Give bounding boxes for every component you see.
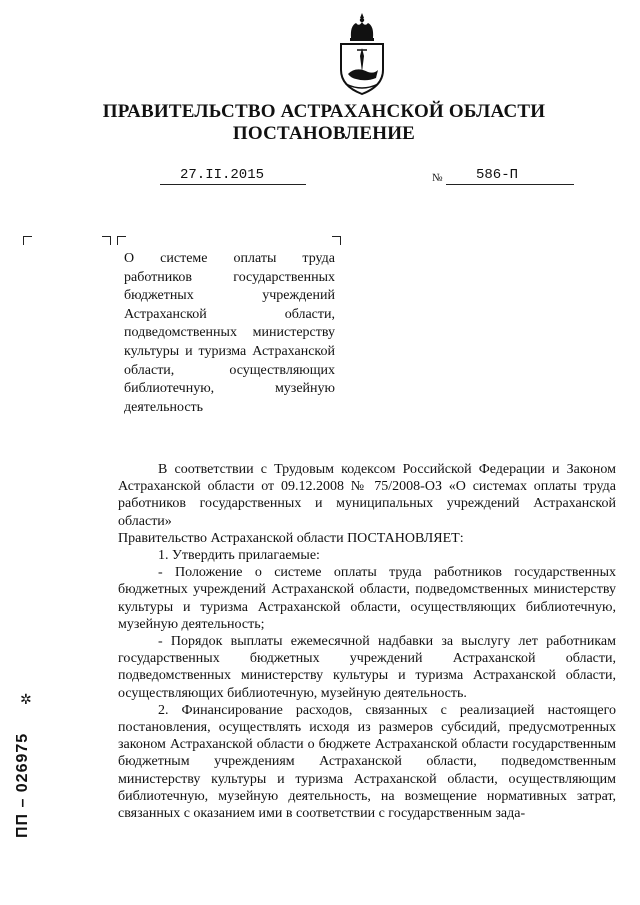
corner-mark-right-open [117, 236, 126, 245]
asterisk-mark-icon: ✲ [20, 693, 32, 708]
item-1: 1. Утвердить прилагаемые: [158, 548, 320, 564]
document-date: 27.II.2015 [180, 167, 265, 183]
coat-of-arms-emblem [338, 12, 386, 96]
date-underline [160, 184, 306, 185]
preamble-paragraph: В соответствии с Трудовым кодексом Российской Федерации и Законом Астраханской области от 09.12.2008 № 75/2008-ОЗ «О системах оплаты труда работников государственных и муниципальных учреждений Астраханской области» [118, 462, 616, 529]
item-2: 2. Финансирование расходов, связанных с реализацией настоящего постановления, осуществлять исходя из размеров субсидий, предусмотренных законом Астраханской области о бюджете Астраханской области государственным бюджетным учреждениям Астраханской области, подведомственным министерству культуры и туризма Астраханской области, осуществляющим библиотечную, музейную деятельность, на возмещение нормативных затрат, связанных с оказанием ими в соответствии с государственным зада- [118, 702, 616, 822]
document-body [118, 461, 616, 822]
number-underline [446, 184, 574, 185]
document-number: 586-П [476, 167, 519, 183]
serial-number: ПП – 026975 [14, 732, 31, 838]
item-1-b: - Порядок выплаты ежемесячной надбавки за выслугу лет работникам государственных бюджетных учреждений Астраханской области, подведомственных министерству культуры и туризма Астраханской области, осуществляющих библиотечную, музейную деятельность. [118, 634, 616, 701]
corner-mark-left-open [23, 236, 32, 245]
decree-line: Правительство Астраханской области ПОСТАНОВЛЯЕТ: [118, 530, 464, 546]
corner-mark-left-close [102, 236, 111, 245]
document-subject: О системе оплаты труда работников государственных бюджетных учреждений Астраханской области, подведомственных министерству культуры и туризма Астраханской области, осуществляющих библиотечную, музейную деятельность [124, 251, 335, 415]
number-sign: № [432, 172, 443, 184]
corner-mark-right-close [332, 236, 341, 245]
document-type-title: ПОСТАНОВЛЕНИЕ [232, 123, 416, 144]
government-title: ПРАВИТЕЛЬСТВО АСТРАХАНСКОЙ ОБЛАСТИ [102, 101, 546, 122]
item-1-a: - Положение о системе оплаты труда работников государственных бюджетных учреждений Астраханской области, подведомственных министерству культуры и туризма Астраханской области, осуществляющих библиотечную, музейную деятельность; [118, 565, 616, 632]
